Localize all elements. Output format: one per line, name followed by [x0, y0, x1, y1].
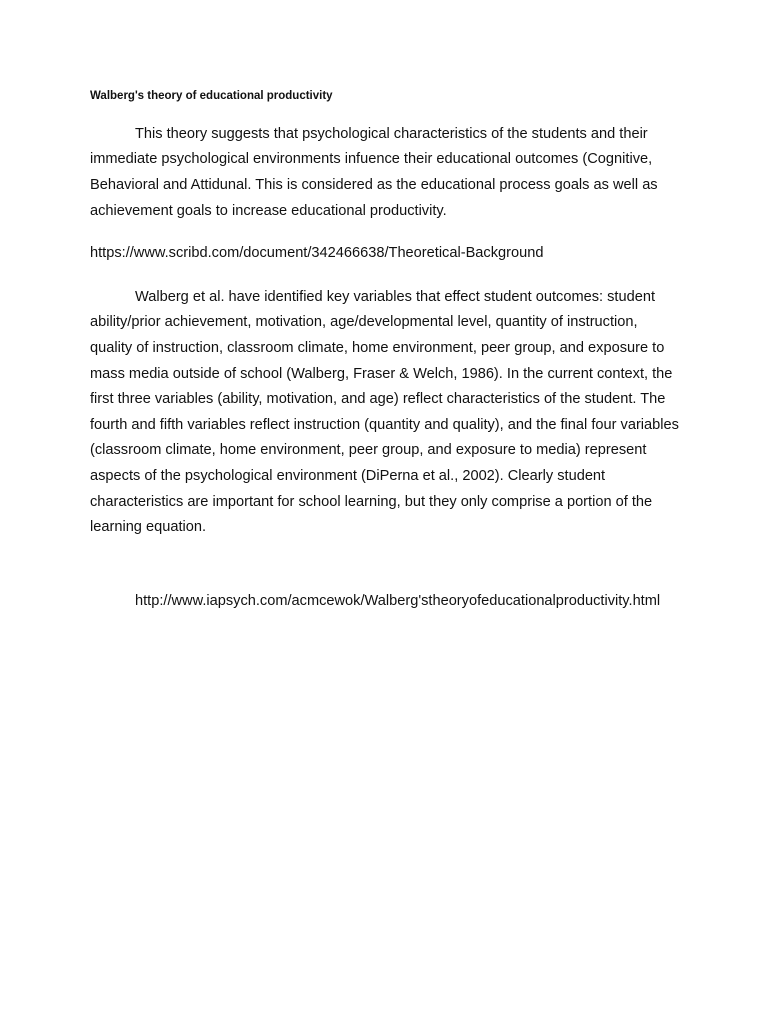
- scribd-reference-link[interactable]: https://www.scribd.com/document/342466638/Theoretical-Background: [90, 245, 544, 262]
- theory-summary-paragraph: This theory suggests that psychological characteristics of the students and their immediate psychological environments infuence their educational outcomes (Cognitive, Behavioral and Attidunal. This is considered as the educational process goals as well as achievement goals to increase educational productivity.: [90, 125, 658, 219]
- document-body: [90, 90, 680, 632]
- key-variables-paragraph: Walberg et al. have identified key variables that effect student outcomes: student ability/prior achievement, motivation, age/developmental level, quantity of instruction, quality of instruction, classroom climate, home environment, peer group, and exposure to mass media outside of school (Walberg, Fraser & Welch, 1986). In the current context, the first three variables (ability, motivation, and age) reflect characteristics of the student. The fourth and fifth variables reflect instruction (quantity and quality), and the final four variables (classroom climate, home environment, peer group, and exposure to media) represent aspects of the psychological environment (DiPerna et al., 2002). Clearly student characteristics are important for school learning, but they only comprise a portion of the learning equation.: [90, 288, 679, 536]
- document-title: Walberg's theory of educational productivity: [90, 90, 333, 102]
- iapsych-reference-link[interactable]: http://www.iapsych.com/acmcewok/Walberg'stheoryofeducationalproductivity.html: [135, 592, 661, 609]
